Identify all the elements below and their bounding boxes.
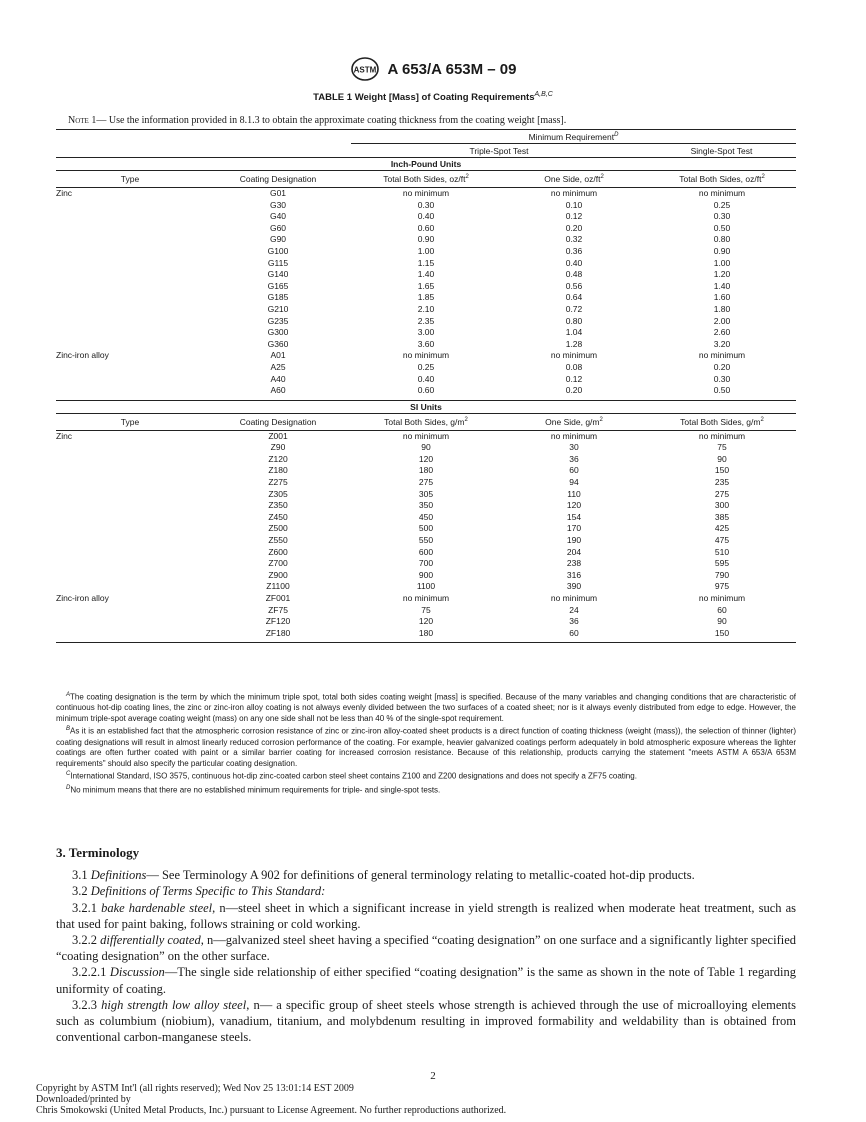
table-cell: G235 [267,315,289,326]
table-cell [56,523,204,535]
table-cell: 170 [566,523,582,534]
page-header [0,56,866,82]
table-cell: Zinc-iron alloy [56,350,109,361]
table-cell: 450 [418,511,434,522]
table-row [56,500,796,512]
table-cell: 3.00 [417,327,435,338]
table-cell [56,454,204,466]
table-cell: 975 [714,581,730,592]
table-cell: 36 [569,616,579,627]
si-column-headers: Type Coating Designation Total Both Sides, $g/m^2$ One Side, $g/m^2$ Total Both Sides, $g/m^2$ [120,416,764,427]
table-cell: 90 [421,442,431,453]
table-cell: no minimum [402,430,450,441]
table-cell: 150 [714,627,730,638]
table-cell: Z600 [268,546,288,557]
table-row [56,477,796,489]
table-cell: 0.40 [565,257,583,268]
table-cell: 150 [714,465,730,476]
table-cell: 0.30 [417,199,435,210]
table-title: TABLE 1 Weight [Mass] of Coating Requirements$^{A,B,C}$ [313,91,553,104]
table-cell: 0.36 [565,245,583,256]
table-row [56,269,796,281]
table-cell [56,304,204,316]
table-cell [56,558,204,570]
table-cell: 550 [418,535,434,546]
footnote-b: $^B$As it is an established fact that the atmospheric corrosion resistance of zinc or zinc-iron alloy-coated sheet products is a direct function of coating thickness (weight (mass)), the selection of thinner (lighter) coating designations will result in almost linearly reduced corrosion performance of the coating. For example, heavier galvanized coatings perform adequately in bold atmospheric exposure whereas the lighter coatings are often further coated with paint or a similar barrier coating for increased corrosion resistance. Because of this relationship, products carrying the statement "meets ASTM A 653/A 653M requirements" should also specify the particular coating designation. [56,726,796,768]
paragraph-3-2-1: 3.2.1 bake hardenable steel, n—steel sheet in which a significant increase in yield strength is realized when moderate heat treatment, such as that used for paint baking, follows straining or cold working. [56,900,796,931]
table-cell: 60 [717,604,727,615]
table-cell: 275 [714,488,730,499]
table-cell: G140 [267,269,289,280]
table-cell: Z900 [268,569,288,580]
table-row [56,431,796,443]
table-row [56,327,796,339]
table-cell: Z500 [268,523,288,534]
table-cell: 0.80 [713,234,731,245]
table-cell: 90 [717,616,727,627]
table-row [56,292,796,304]
table-cell: 475 [714,535,730,546]
table-cell: 235 [714,477,730,488]
table-cell: 36 [569,453,579,464]
terminology-section [56,845,796,1045]
table-row [56,281,796,293]
table-cell [56,581,204,593]
table-row [56,489,796,501]
table-cell [56,246,204,258]
table-cell: 275 [418,477,434,488]
table-cell [56,374,204,386]
table-row [56,605,796,617]
table-cell: no minimum [402,350,450,361]
table-row [56,234,796,246]
section-heading: 3. Terminology [56,845,140,860]
table-cell: 0.20 [713,361,731,372]
table-cell [56,616,204,628]
table-cell [56,442,204,454]
table-row [56,304,796,316]
table-cell: 790 [714,569,730,580]
table-row [56,570,796,582]
paragraph-3-1: 3.1 Definitions— See Terminology A 902 for definitions of general terminology relating to metallic-coated hot-dip products. [72,868,695,883]
table-row [56,535,796,547]
si-units-label: SI Units [410,401,442,412]
footnote-c: $^C$International Standard, ISO 3575, continuous hot-dip zinc-coated carbon steel sheet contains Z100 and Z200 designations and does not specify a ZF75 coating. [66,771,637,782]
table-cell: 190 [566,535,582,546]
table-cell: 180 [418,627,434,638]
table-cell: Z450 [268,511,288,522]
table-cell: G360 [267,338,289,349]
table-cell: 120 [418,616,434,627]
table-cell: no minimum [550,350,598,361]
table-cell: 350 [418,500,434,511]
table-cell: G185 [267,292,289,303]
table-cell: Z350 [268,500,288,511]
paragraph-3-2-2: 3.2.2 differentially coated, n—galvanized steel sheet having a specified “coating designation” on one surface and a significantly lighter specified “coating designation” on the other surface. [56,933,797,964]
table-row [56,465,796,477]
paragraph-3-2-3: 3.2.3 high strength low alloy steel, n— a specific group of sheet steels whose strength is achieved through the use of microalloying elements such as columbium (niobium), vanadium, titanium, and molybdenum resulting in improved formability and weldability than is obtained from conventional carbon-manganese steels. [56,997,796,1045]
table-cell [56,547,204,559]
table-cell: no minimum [698,188,746,198]
table-cell: 0.25 [713,199,731,210]
table-cell [56,362,204,374]
table-cell: 0.40 [417,211,435,222]
table-cell: 0.80 [565,315,583,326]
table-cell: ZF120 [265,616,291,627]
table-cell: 0.32 [565,234,583,245]
table-cell: 0.20 [565,222,583,233]
table-cell: 0.25 [417,361,435,372]
table-cell: 0.40 [417,373,435,384]
table-cell [56,223,204,235]
table-cell: ZF180 [265,627,291,638]
table-cell: 2.10 [417,303,435,314]
table-cell: A01 [270,350,286,361]
table-cell: 0.30 [713,373,731,384]
table-cell [56,316,204,328]
table-cell: 0.12 [565,211,583,222]
table-row [56,512,796,524]
table-cell: G210 [267,303,289,314]
table-row [56,374,796,386]
min-requirement-header: Minimum Requirement$^D$ [528,131,619,142]
table-cell [56,500,204,512]
standard-designation: A 653/A 653M – 09 [387,60,517,78]
table-cell: 900 [418,569,434,580]
table-cell: 94 [569,477,579,488]
table-cell: Z305 [268,488,288,499]
table-cell: 0.60 [417,222,435,233]
table-row [56,200,796,212]
table-cell: no minimum [402,188,450,198]
table-cell: 0.08 [565,361,583,372]
table-cell: 60 [569,627,579,638]
table-row [56,628,796,640]
table-row [56,385,796,397]
inch-column-headers: Type Coating Designation Total Both Sides, $oz/ft^2$ One Side, $oz/ft^2$ Total Both Sides, $oz/ft^2$ [120,174,765,184]
table-cell: 2.35 [417,315,435,326]
table-cell: 1.00 [417,245,435,256]
table-row [56,211,796,223]
table-cell: 0.90 [417,234,435,245]
paragraph-3-2: 3.2 Definitions of Terms Specific to This Standard: [72,884,326,899]
table-cell: 180 [418,465,434,476]
table-cell: 3.60 [417,338,435,349]
table-cell: 1.00 [713,257,731,268]
table-cell: 0.72 [565,303,583,314]
table-cell: 154 [566,511,582,522]
table-cell: 0.50 [713,222,731,233]
table-cell: 110 [567,488,581,499]
coating-table [56,129,796,643]
table-cell: 0.64 [565,292,583,303]
table-cell: Zinc [56,188,73,198]
table-cell: 3.20 [713,338,731,349]
table-row [56,362,796,374]
table-cell: G100 [267,245,289,256]
table-cell [56,385,204,397]
table-cell: no minimum [698,593,746,603]
table-row [56,258,796,270]
table-cell: G40 [269,211,287,222]
table-row [56,339,796,351]
table-cell [56,465,204,477]
table-row [56,246,796,258]
table-cell [56,477,204,489]
table-cell: 500 [418,523,434,534]
table-cell: 60 [569,465,579,476]
table-cell: 1.60 [713,292,731,303]
table-cell: Z700 [268,558,288,569]
table-cell: 90 [717,453,727,464]
table-cell: ZF001 [265,593,291,603]
table-cell: no minimum [402,593,450,603]
table-cell: 0.90 [713,245,731,256]
table-cell: 1.40 [713,280,731,291]
table-cell: 1.65 [417,280,435,291]
table-cell [56,200,204,212]
footnote-a: $^A$The coating designation is the term by which the minimum triple spot, total both sides coating weight [mass] is specified. Because of the many variables and changing conditions that are characteristic of continuous hot-dip coating lines, the zinc or zinc-iron alloy coating is not always evenly divided between the two surfaces of a coated sheet; nor is it always evenly distributed from edge to edge. However, the minimum triple-spot average coating weight (mass) on any one side shall not be less than 40 % of the single-spot requirement. [56,692,796,723]
table-row [56,350,796,362]
table-cell: 2.00 [713,315,731,326]
table-cell: 1.15 [417,257,435,268]
table-cell: Z550 [268,535,288,546]
table-row [56,616,796,628]
table-cell: 1.20 [713,269,731,280]
table-cell: 1.40 [417,269,435,280]
table-cell: no minimum [550,430,598,441]
table-cell: G60 [269,222,287,233]
table-cell: G30 [269,199,287,210]
table-cell: 390 [566,581,582,592]
table-cell [56,292,204,304]
table-cell: 305 [418,488,434,499]
footnote-d: $^D$No minimum means that there are no established minimum requirements for triple- and single-spot tests. [66,784,441,795]
table-cell: 120 [418,453,434,464]
table-cell [56,628,204,640]
table-cell: Z180 [268,465,288,476]
table-cell: G01 [269,188,287,198]
table-cell: 75 [421,604,431,615]
table-cell: 700 [418,558,434,569]
table-cell: 595 [714,558,730,569]
table-cell: Z90 [270,442,286,453]
table-cell: 316 [566,569,582,580]
table-cell: 0.30 [713,211,731,222]
table-cell: G300 [267,327,289,338]
inch-pound-units-label: Inch-Pound Units [390,159,462,169]
table-cell [56,570,204,582]
table-cell: 300 [714,500,730,511]
table-cell: 120 [566,500,582,511]
table-cell: Zinc-iron alloy [56,593,109,603]
table-cell: Z120 [268,453,288,464]
table-cell: 30 [569,442,579,453]
table-cell: 0.56 [565,280,583,291]
copyright-notice: Copyright by ASTM Int'l (all rights reserved); Wed Nov 25 13:01:14 EST 2009 Downloaded/printed by Chris Smokowski (United Metal Products, Inc.) pursuant to License Agreement. No further reproductions authorized. [36,1083,507,1116]
table-cell: 24 [569,604,579,615]
table-cell [56,258,204,270]
table-cell: A25 [270,361,286,372]
table-cell: A40 [270,373,286,384]
table-cell: 425 [714,523,730,534]
table-cell: no minimum [550,188,598,198]
table-cell: G115 [267,257,289,268]
table-cell [56,339,204,351]
table-row [56,454,796,466]
table-cell: no minimum [698,350,746,361]
test-type-header: Triple-Spot Test Single-Spot Test [469,145,753,156]
table-cell: 1100 [416,581,436,592]
table-row [56,547,796,559]
table-cell: G90 [269,234,287,245]
table-cell [56,234,204,246]
table-cell: 0.10 [565,199,583,210]
table-row [56,593,796,605]
table-footnotes [56,690,796,796]
table-cell: Z1100 [266,581,290,592]
table-cell: 75 [717,442,727,453]
table-cell: no minimum [550,593,598,603]
table-cell: 1.04 [565,327,583,338]
table-row [56,523,796,535]
table-cell [56,605,204,617]
table-cell: no minimum [698,430,746,441]
table-cell: 204 [566,546,582,557]
table-row [56,581,796,593]
table-row [56,188,796,200]
table-cell: 0.12 [565,373,583,384]
inch-rows [56,188,796,397]
page-number: 2 [430,1070,436,1082]
table-cell [56,269,204,281]
table-cell: A60 [270,385,286,396]
table-cell: 510 [714,546,730,557]
table-row [56,442,796,454]
table-cell: 2.60 [713,327,731,338]
table-cell: G165 [267,280,289,291]
table-cell [56,489,204,501]
table-row [56,558,796,570]
table-note: Note 1— Use the information provided in 8.1.3 to obtain the approximate coating thickness from the coating weight [mass]. [68,115,567,126]
table-row [56,223,796,235]
table-cell: 0.20 [565,385,583,396]
table-cell: Z001 [268,430,288,441]
table-cell: 1.28 [565,338,583,349]
table-cell: 1.85 [417,292,435,303]
table-row [56,316,796,328]
table-cell: 0.50 [713,385,731,396]
table-cell [56,327,204,339]
si-rows [56,431,796,640]
table-cell [56,211,204,223]
table-cell: 238 [566,558,582,569]
table-cell: Zinc [56,430,73,441]
table-cell [56,281,204,293]
table-cell: 600 [418,546,434,557]
table-cell: 1.80 [713,303,731,314]
table-cell: 0.60 [417,385,435,396]
table-cell: ZF75 [268,604,288,615]
svg-text:ASTM: ASTM [353,65,376,75]
paragraph-3-2-2-1: 3.2.2.1 Discussion—The single side relationship of either specified “coating designation” is the same as shown in the note of Table 1 regarding uniformity of coating. [56,965,797,996]
table-cell [56,512,204,524]
astm-logo-icon [350,56,380,82]
table-cell: Z275 [268,477,288,488]
table-cell: 385 [714,511,730,522]
table-cell [56,535,204,547]
table-cell: 0.48 [565,269,583,280]
